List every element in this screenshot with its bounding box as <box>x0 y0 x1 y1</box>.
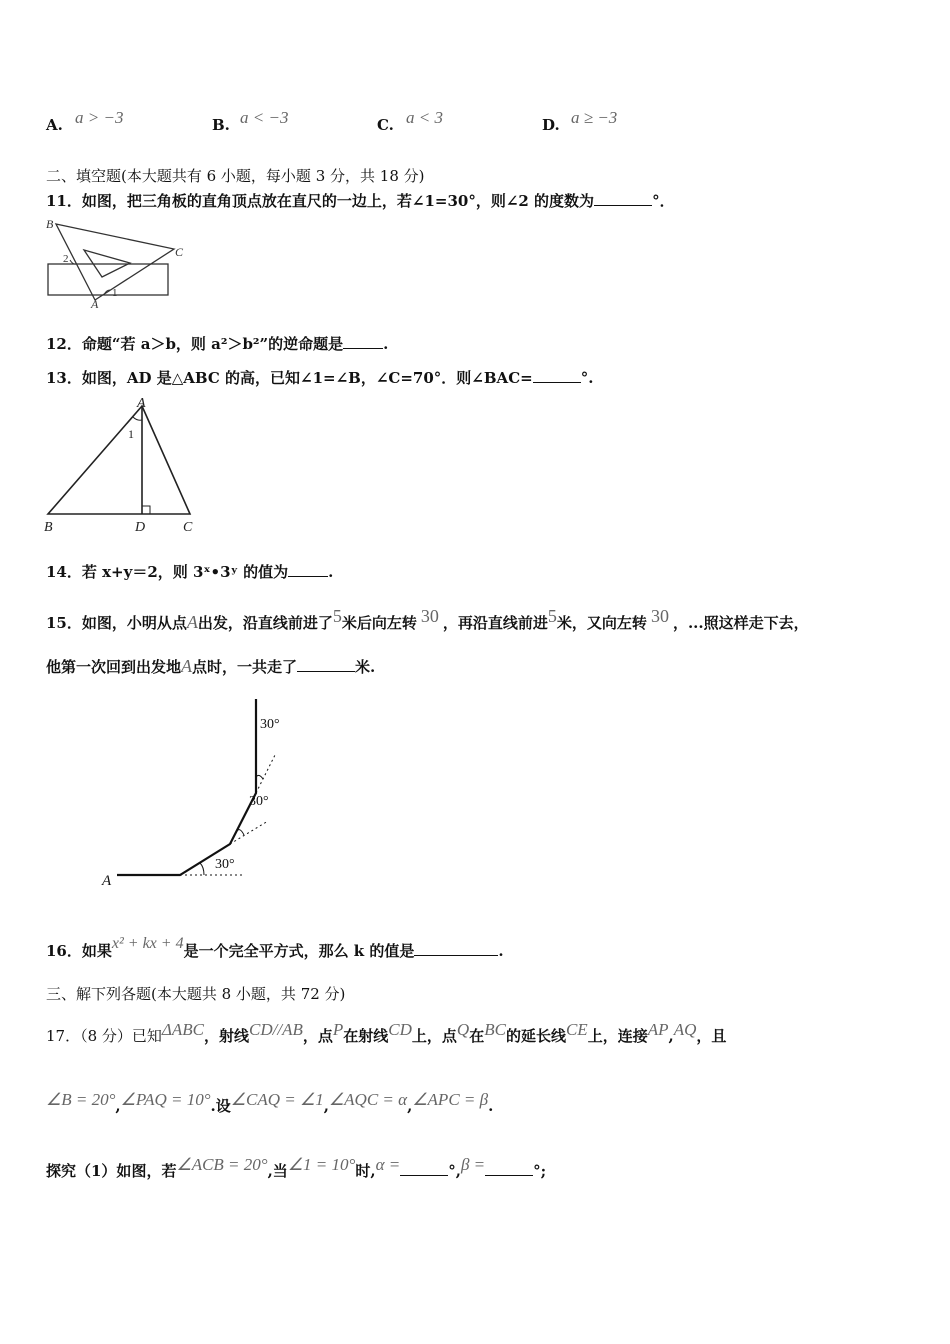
q17-alpha-blank[interactable] <box>400 1175 448 1176</box>
q17-parallel: CD//AB <box>249 1020 303 1039</box>
q15-text-2: 出发，沿直线前进了 <box>197 614 333 632</box>
option-d-expression[interactable]: a ≥ −3 <box>571 108 618 127</box>
angle-arc-1 <box>200 863 204 875</box>
question-15-line-2 <box>46 656 375 677</box>
q17-segment-ap: AP <box>647 1020 669 1039</box>
label-angle-2: 2 <box>63 253 69 265</box>
label-a: A <box>102 873 112 889</box>
q15-angle-1: 30 <box>420 606 439 626</box>
q17-text-2: ，射线 <box>204 1027 250 1045</box>
q17-beta: β = <box>460 1155 486 1174</box>
q15-answer-blank[interactable] <box>297 671 355 672</box>
q17-segment-bc: BC <box>484 1020 506 1039</box>
q16-text-1: 16．如果 <box>46 942 112 960</box>
q15-text-6: ，...照这样走下去， <box>672 614 809 632</box>
q15-text-5: 米，又向左转 <box>556 614 647 632</box>
q17-text-9: , <box>668 1027 674 1045</box>
question-14 <box>46 561 333 582</box>
option-a-letter[interactable]: A. <box>46 116 63 134</box>
q17-text-4: 在射线 <box>343 1027 389 1045</box>
question-17-line-2: ∠B = 20°,∠PAQ = 10°.设∠CAQ = ∠1,∠AQC = α,∠APC = β. <box>46 1090 494 1115</box>
q17-text-3: ，点 <box>302 1027 333 1045</box>
q15-text-9: 米. <box>355 658 376 676</box>
q17-point-q: Q <box>456 1020 470 1039</box>
q17-text-16: °; <box>533 1162 547 1180</box>
q15-distance-1: 5 <box>332 606 342 626</box>
q17-triangle: ΔABC <box>161 1020 204 1039</box>
q17-segment-aq: AQ <box>673 1020 697 1039</box>
q17-text-1: 17．（8 分）已知 <box>46 1027 162 1045</box>
option-b-expression[interactable]: a < −3 <box>240 108 289 127</box>
q15-point-a: A <box>186 612 198 632</box>
q12-text: 12．命题“若 a＞b，则 a²＞b²”的逆命题是 <box>46 335 344 353</box>
question-11 <box>46 190 675 211</box>
option-d-letter[interactable]: D. <box>542 116 560 134</box>
label-b: B <box>46 217 54 231</box>
option-b-letter[interactable]: B. <box>212 116 230 134</box>
label-angle-1: 1 <box>128 427 134 441</box>
q15-angle-2: 30 <box>650 606 669 626</box>
option-c-expression[interactable]: a < 3 <box>406 108 443 127</box>
q15-text-8: 点时，一共走了 <box>192 658 298 676</box>
q17-text-15: °, <box>448 1162 461 1180</box>
q15-distance-2: 5 <box>547 606 557 626</box>
q17-angle-paq: ∠PAQ = 10° <box>120 1090 211 1109</box>
q17-text-10: ，且 <box>696 1027 727 1045</box>
q16-answer-blank[interactable] <box>414 955 498 956</box>
q17-angle-1: ∠1 = 10° <box>287 1155 356 1174</box>
angle-arc-2 <box>237 830 244 835</box>
q16-text-3: . <box>498 942 504 960</box>
q17-ray-cd: CD <box>388 1020 412 1039</box>
walking-path <box>117 699 256 875</box>
q17-alpha: α = <box>375 1155 401 1174</box>
angle-label-1: 30° <box>215 857 235 872</box>
q17-text-11: .设 <box>210 1097 231 1115</box>
q14-answer-blank[interactable] <box>288 576 328 577</box>
q15-figure <box>100 695 300 890</box>
label-d: D <box>135 520 146 535</box>
q15-text-4: ，再沿直线前进 <box>442 614 548 632</box>
q16-text-2: 是一个完全平方式，那么 k 的值是 <box>183 942 415 960</box>
q16-expression: x² + kx + 4 <box>111 935 184 952</box>
q12-text-end: . <box>383 335 389 353</box>
section-3-title: 三、解下列各题(本大题共 8 小题，共 72 分) <box>46 985 346 1003</box>
q17-beta-blank[interactable] <box>485 1175 533 1176</box>
label-b: B <box>44 520 53 535</box>
q13-figure <box>42 393 207 535</box>
q14-text: 14．若 x+y＝2，则 3ˣ•3ʸ 的值为 <box>46 563 289 581</box>
q17-line-ce: CE <box>565 1020 588 1039</box>
option-c-letter[interactable]: C. <box>377 116 394 134</box>
section-2-title: 二、填空题(本大题共有 6 小题，每小题 3 分，共 18 分) <box>46 167 425 185</box>
q17-text-5: 上，点 <box>411 1027 457 1045</box>
q17-text-14: 时, <box>355 1162 376 1180</box>
q11-answer-blank[interactable] <box>594 205 652 206</box>
question-17-line-1 <box>46 1020 726 1046</box>
q11-figure <box>44 216 194 308</box>
angle-label-2: 30° <box>249 794 269 809</box>
triangle-abc <box>48 406 190 514</box>
q13-text: 13．如图，AD 是△ABC 的高，已知∠1=∠B，∠C=70°．则∠BAC= <box>46 369 533 387</box>
angle-1-arc <box>133 417 142 420</box>
q13-answer-blank[interactable] <box>533 382 581 383</box>
q17-text-12: 探究（1）如图，若 <box>46 1162 177 1180</box>
label-c: C <box>175 245 184 259</box>
label-a: A <box>137 396 146 411</box>
label-c: C <box>183 520 193 535</box>
label-angle-1: 1 <box>112 287 118 299</box>
q17-angle-apc: ∠APC = β <box>412 1090 489 1109</box>
q17-text-8: 上，连接 <box>587 1027 648 1045</box>
q17-angle-aqc: ∠AQC = α <box>328 1090 408 1109</box>
q17-angle-caq: ∠CAQ = ∠1 <box>230 1090 324 1109</box>
q17-point-p: P <box>332 1020 344 1039</box>
question-17-line-3 <box>46 1155 546 1181</box>
question-13 <box>46 367 593 388</box>
option-a-expression[interactable]: a > −3 <box>75 108 124 127</box>
q15-text-1: 15．如图，小明从点 <box>46 614 187 632</box>
q12-answer-blank[interactable] <box>343 348 383 349</box>
question-12 <box>46 333 388 354</box>
q17-angle-acb: ∠ACB = 20° <box>176 1155 268 1174</box>
angle-label-3: 30° <box>260 717 280 732</box>
q17-angle-b: ∠B = 20° <box>46 1090 116 1109</box>
question-16 <box>46 935 504 961</box>
q15-text-3: 米后向左转 <box>341 614 417 632</box>
q17-text-7: 的延长线 <box>505 1027 566 1045</box>
q15-point-a-2: A <box>181 656 193 676</box>
q11-text: 11．如图，把三角板的直角顶点放在直尺的一边上，若∠1=30°，则∠2 的度数为 <box>46 192 595 210</box>
right-angle-mark <box>142 506 150 514</box>
question-15-line-1 <box>46 606 809 633</box>
q11-text-end: °． <box>652 192 675 210</box>
q17-text-6: 在 <box>469 1027 485 1045</box>
extension-3 <box>256 753 276 793</box>
q17-text-13: ,当 <box>267 1162 288 1180</box>
q13-text-end: °. <box>580 369 594 387</box>
label-a: A <box>91 297 99 308</box>
q14-text-end: . <box>328 563 334 581</box>
q15-text-7: 他第一次回到出发地 <box>46 658 182 676</box>
